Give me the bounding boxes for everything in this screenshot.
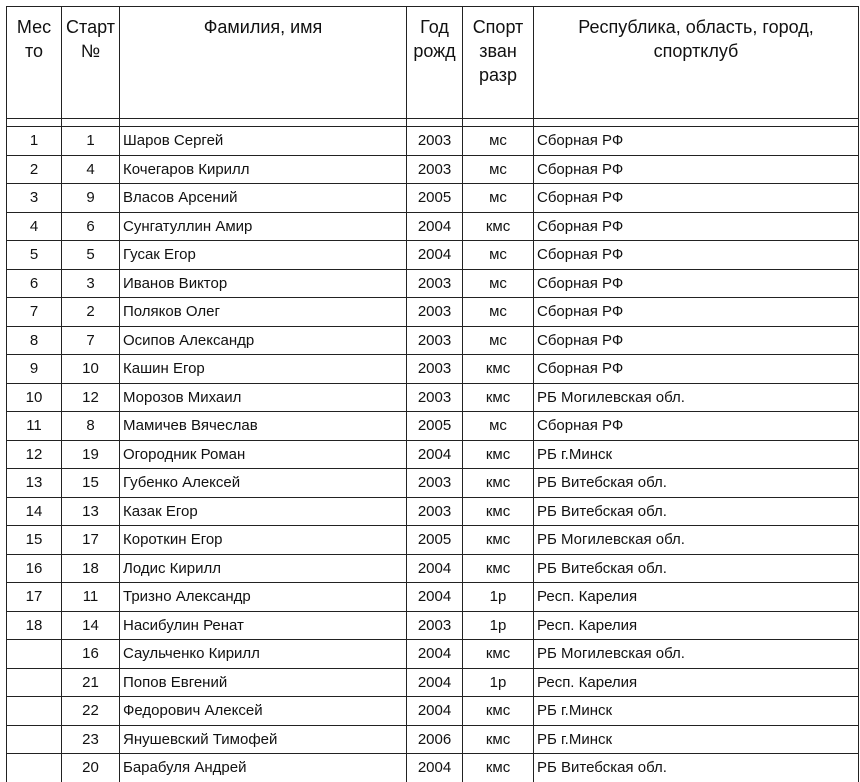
rank-cell: мс — [463, 298, 534, 327]
name-cell: Мамичев Вячеслав — [120, 412, 407, 441]
header-rank: Спорт зван разр — [463, 7, 534, 119]
name-cell: Федорович Алексей — [120, 697, 407, 726]
team-cell: Сборная РФ — [534, 355, 859, 384]
birth-year-cell: 2003 — [407, 469, 463, 498]
birth-year-cell: 2004 — [407, 440, 463, 469]
rank-cell: кмс — [463, 212, 534, 241]
birth-year-cell: 2004 — [407, 640, 463, 669]
name-cell: Саульченко Кирилл — [120, 640, 407, 669]
birth-year-cell: 2004 — [407, 668, 463, 697]
team-cell: Сборная РФ — [534, 269, 859, 298]
header-row — [7, 7, 859, 119]
birth-year-cell: 2003 — [407, 298, 463, 327]
team-cell: РБ Витебская обл. — [534, 554, 859, 583]
table-row — [7, 355, 859, 384]
start-number-cell: 8 — [62, 412, 120, 441]
table-row — [7, 697, 859, 726]
table-row — [7, 155, 859, 184]
header-birth-year: Год рожд — [407, 7, 463, 119]
start-number-cell: 1 — [62, 127, 120, 156]
birth-year-cell: 2003 — [407, 269, 463, 298]
place-cell: 4 — [7, 212, 62, 241]
team-cell: РБ г.Минск — [534, 440, 859, 469]
start-number-cell: 14 — [62, 611, 120, 640]
birth-year-cell: 2005 — [407, 412, 463, 441]
table-row — [7, 383, 859, 412]
place-cell: 17 — [7, 583, 62, 612]
table-row — [7, 469, 859, 498]
place-cell: 10 — [7, 383, 62, 412]
birth-year-cell: 2003 — [407, 355, 463, 384]
rank-cell: мс — [463, 127, 534, 156]
place-cell: 8 — [7, 326, 62, 355]
birth-year-cell: 2004 — [407, 583, 463, 612]
team-cell: РБ Могилевская обл. — [534, 383, 859, 412]
start-number-cell: 19 — [62, 440, 120, 469]
table-row — [7, 298, 859, 327]
name-cell: Власов Арсений — [120, 184, 407, 213]
birth-year-cell: 2006 — [407, 725, 463, 754]
start-number-cell: 17 — [62, 526, 120, 555]
table-row — [7, 440, 859, 469]
table-row — [7, 611, 859, 640]
place-cell: 13 — [7, 469, 62, 498]
table-row — [7, 212, 859, 241]
name-cell: Морозов Михаил — [120, 383, 407, 412]
table-row — [7, 326, 859, 355]
table-row — [7, 241, 859, 270]
team-cell: РБ Витебская обл. — [534, 497, 859, 526]
start-number-cell: 15 — [62, 469, 120, 498]
place-cell: 6 — [7, 269, 62, 298]
start-number-cell: 12 — [62, 383, 120, 412]
place-cell: 16 — [7, 554, 62, 583]
team-cell: РБ г.Минск — [534, 697, 859, 726]
place-cell — [7, 754, 62, 782]
start-number-cell: 7 — [62, 326, 120, 355]
name-cell: Казак Егор — [120, 497, 407, 526]
team-cell: РБ Могилевская обл. — [534, 526, 859, 555]
team-cell: Сборная РФ — [534, 412, 859, 441]
birth-year-cell: 2004 — [407, 554, 463, 583]
table-row — [7, 412, 859, 441]
table-row — [7, 640, 859, 669]
place-cell: 12 — [7, 440, 62, 469]
header-place: Мес то — [7, 7, 62, 119]
header-name: Фамилия, имя — [120, 7, 407, 119]
place-cell — [7, 697, 62, 726]
spacer-cell — [62, 119, 120, 127]
team-cell: Сборная РФ — [534, 184, 859, 213]
spacer-cell — [7, 119, 62, 127]
rank-cell: 1р — [463, 583, 534, 612]
name-cell: Шаров Сергей — [120, 127, 407, 156]
rank-cell: мс — [463, 269, 534, 298]
table-row — [7, 269, 859, 298]
header-start-number: Старт № — [62, 7, 120, 119]
team-cell: РБ Могилевская обл. — [534, 640, 859, 669]
team-cell: РБ Витебская обл. — [534, 754, 859, 782]
spacer-cell — [120, 119, 407, 127]
name-cell: Янушевский Тимофей — [120, 725, 407, 754]
place-cell: 15 — [7, 526, 62, 555]
start-number-cell: 22 — [62, 697, 120, 726]
birth-year-cell: 2003 — [407, 326, 463, 355]
place-cell: 11 — [7, 412, 62, 441]
birth-year-cell: 2004 — [407, 697, 463, 726]
table-row — [7, 754, 859, 782]
table-row — [7, 526, 859, 555]
name-cell: Иванов Виктор — [120, 269, 407, 298]
place-cell — [7, 725, 62, 754]
name-cell: Тризно Александр — [120, 583, 407, 612]
name-cell: Насибулин Ренат — [120, 611, 407, 640]
team-cell: Респ. Карелия — [534, 583, 859, 612]
team-cell: Сборная РФ — [534, 298, 859, 327]
table-row — [7, 725, 859, 754]
place-cell: 9 — [7, 355, 62, 384]
start-number-cell: 3 — [62, 269, 120, 298]
rank-cell: кмс — [463, 554, 534, 583]
name-cell: Сунгатуллин Амир — [120, 212, 407, 241]
start-number-cell: 5 — [62, 241, 120, 270]
start-number-cell: 16 — [62, 640, 120, 669]
name-cell: Кашин Егор — [120, 355, 407, 384]
birth-year-cell: 2003 — [407, 611, 463, 640]
place-cell: 14 — [7, 497, 62, 526]
name-cell: Осипов Александр — [120, 326, 407, 355]
spacer-cell — [534, 119, 859, 127]
table-row — [7, 583, 859, 612]
rank-cell: кмс — [463, 640, 534, 669]
rank-cell: кмс — [463, 440, 534, 469]
rank-cell: мс — [463, 241, 534, 270]
team-cell: Сборная РФ — [534, 241, 859, 270]
team-cell: Сборная РФ — [534, 155, 859, 184]
rank-cell: мс — [463, 155, 534, 184]
team-cell: Респ. Карелия — [534, 668, 859, 697]
rank-cell: мс — [463, 412, 534, 441]
spacer-row — [7, 119, 859, 127]
rank-cell: кмс — [463, 383, 534, 412]
team-cell: Сборная РФ — [534, 212, 859, 241]
place-cell: 7 — [7, 298, 62, 327]
rank-cell: мс — [463, 326, 534, 355]
team-cell: Сборная РФ — [534, 127, 859, 156]
team-cell: РБ г.Минск — [534, 725, 859, 754]
birth-year-cell: 2003 — [407, 383, 463, 412]
team-cell: РБ Витебская обл. — [534, 469, 859, 498]
rank-cell: кмс — [463, 697, 534, 726]
name-cell: Кочегаров Кирилл — [120, 155, 407, 184]
place-cell: 1 — [7, 127, 62, 156]
rank-cell: кмс — [463, 469, 534, 498]
place-cell — [7, 640, 62, 669]
rank-cell: кмс — [463, 355, 534, 384]
table-row — [7, 497, 859, 526]
start-number-cell: 6 — [62, 212, 120, 241]
spacer-cell — [407, 119, 463, 127]
header-team: Республика, область, город, спортклуб — [534, 7, 859, 119]
start-number-cell: 23 — [62, 725, 120, 754]
birth-year-cell: 2005 — [407, 526, 463, 555]
results-table — [6, 6, 859, 782]
name-cell: Лодис Кирилл — [120, 554, 407, 583]
team-cell: Сборная РФ — [534, 326, 859, 355]
start-number-cell: 18 — [62, 554, 120, 583]
start-number-cell: 9 — [62, 184, 120, 213]
rank-cell: кмс — [463, 754, 534, 782]
table-row — [7, 554, 859, 583]
start-number-cell: 21 — [62, 668, 120, 697]
start-number-cell: 2 — [62, 298, 120, 327]
birth-year-cell: 2004 — [407, 241, 463, 270]
place-cell: 18 — [7, 611, 62, 640]
place-cell: 5 — [7, 241, 62, 270]
birth-year-cell: 2004 — [407, 212, 463, 241]
birth-year-cell: 2003 — [407, 127, 463, 156]
rank-cell: кмс — [463, 725, 534, 754]
name-cell: Гусак Егор — [120, 241, 407, 270]
name-cell: Губенко Алексей — [120, 469, 407, 498]
team-cell: Респ. Карелия — [534, 611, 859, 640]
table-row — [7, 668, 859, 697]
start-number-cell: 10 — [62, 355, 120, 384]
name-cell: Попов Евгений — [120, 668, 407, 697]
place-cell — [7, 668, 62, 697]
birth-year-cell: 2003 — [407, 155, 463, 184]
rank-cell: кмс — [463, 526, 534, 555]
name-cell: Короткин Егор — [120, 526, 407, 555]
place-cell: 2 — [7, 155, 62, 184]
rank-cell: 1р — [463, 611, 534, 640]
name-cell: Огородник Роман — [120, 440, 407, 469]
place-cell: 3 — [7, 184, 62, 213]
rank-cell: кмс — [463, 497, 534, 526]
start-number-cell: 13 — [62, 497, 120, 526]
birth-year-cell: 2005 — [407, 184, 463, 213]
birth-year-cell: 2004 — [407, 754, 463, 782]
rank-cell: 1р — [463, 668, 534, 697]
start-number-cell: 4 — [62, 155, 120, 184]
rank-cell: мс — [463, 184, 534, 213]
start-number-cell: 20 — [62, 754, 120, 782]
name-cell: Барабуля Андрей — [120, 754, 407, 782]
spacer-cell — [463, 119, 534, 127]
name-cell: Поляков Олег — [120, 298, 407, 327]
table-row — [7, 184, 859, 213]
birth-year-cell: 2003 — [407, 497, 463, 526]
table-row — [7, 127, 859, 156]
start-number-cell: 11 — [62, 583, 120, 612]
